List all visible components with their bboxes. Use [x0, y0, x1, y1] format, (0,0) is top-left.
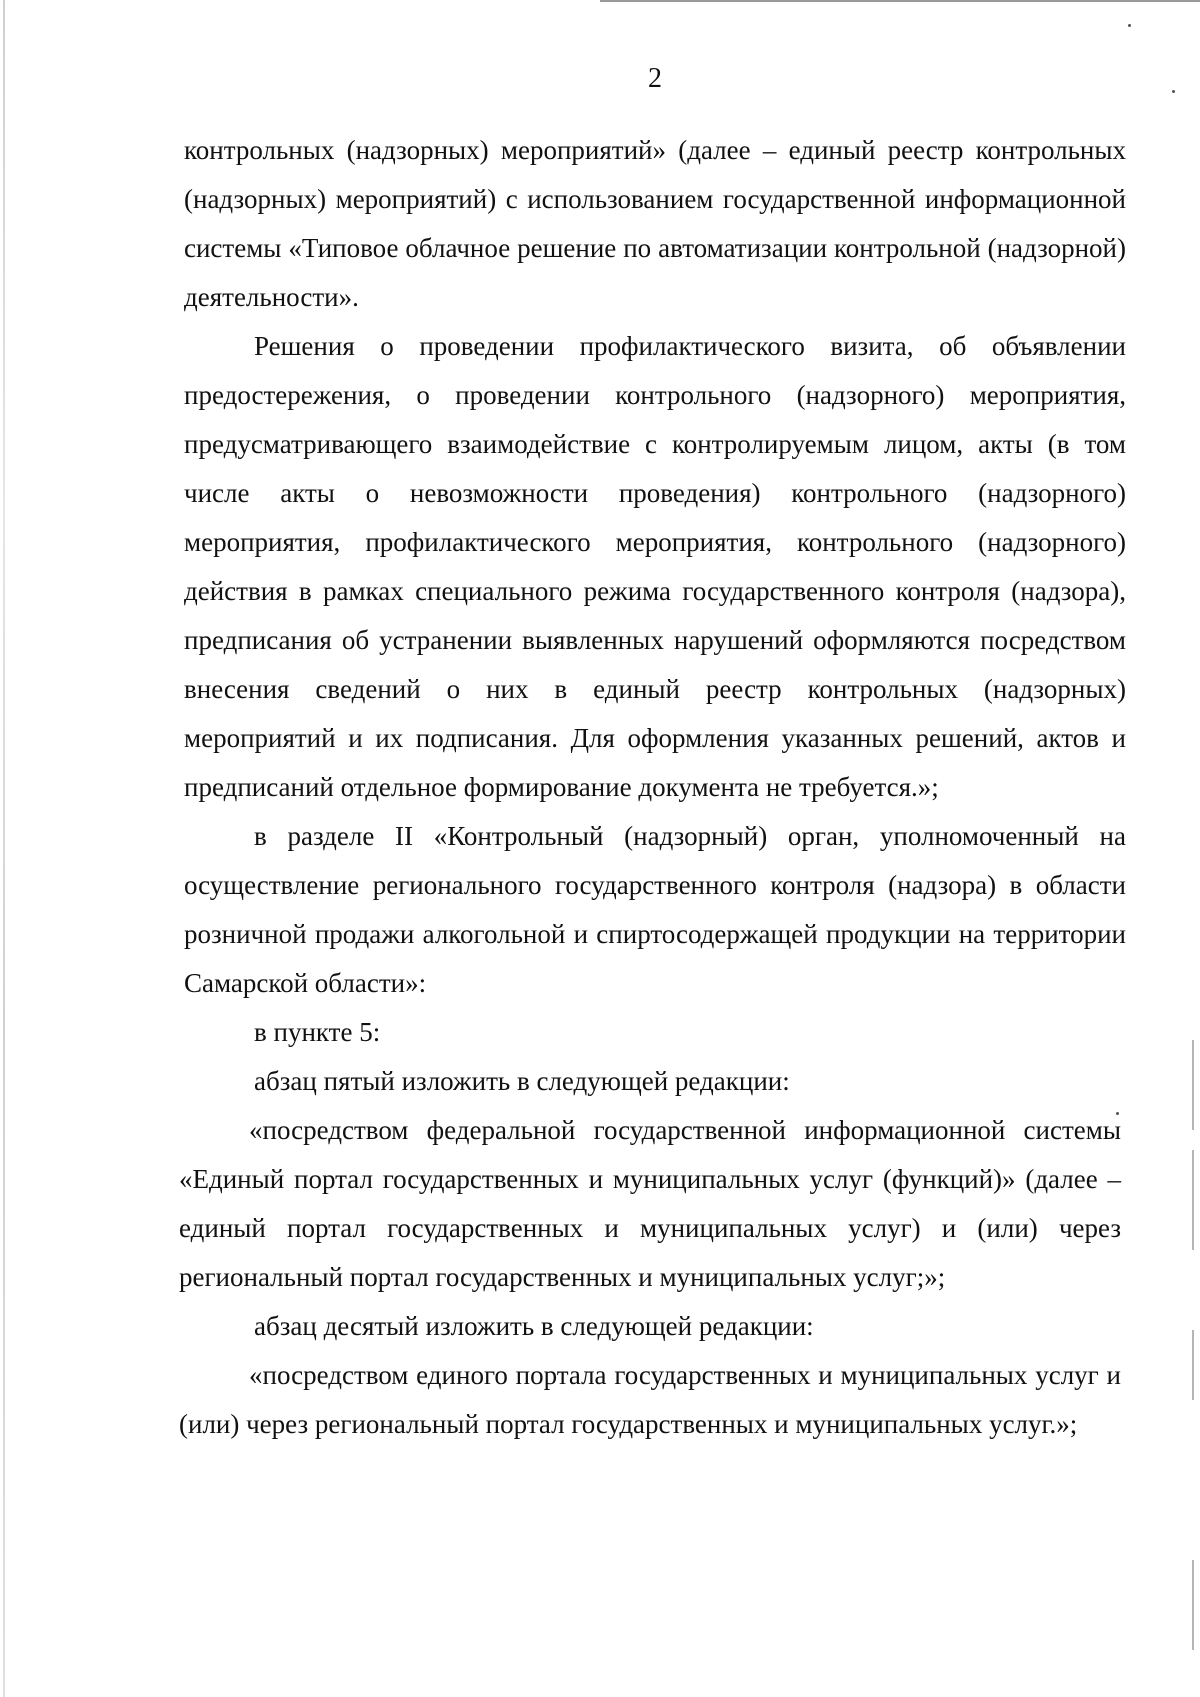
scan-right-mark	[1192, 1560, 1194, 1650]
scan-top-line	[600, 0, 1200, 2]
page-number: 2	[648, 63, 662, 94]
paragraph-tenth-clause: абзац десятый изложить в следующей редакции:	[254, 1311, 814, 1341]
paragraph-tenth-clause-text: «посредством единого портала государственных и муниципальных услуг и (или) через региональный портал государственных и муниципальных услуг.»;	[179, 1360, 1121, 1439]
scan-speck	[1128, 24, 1131, 27]
paragraph-section-ii: в разделе II «Контрольный (надзорный) орган, уполномоченный на осуществление регионального государственного контроля (надзора) в области розничной продажи алкогольной и спиртосодержащей продукции на территории Самарской области»:	[184, 821, 1126, 998]
scan-edge-left	[3, 0, 5, 1697]
scan-right-mark	[1192, 1330, 1194, 1400]
paragraph-decisions: Решения о проведении профилактического визита, об объявлении предостережения, о проведении контрольного (надзорного) мероприятия, предусматривающего взаимодействие с контролируемым лицом, акты (в том числе акты о невозможности проведения) контрольного (надзорного) мероприятия, профилактического мероприятия, контрольного (надзорного) действия в рамках специального режима государственного контроля (надзора), предписания об устранении выявленных нарушений оформляются посредством внесения сведений о них в единый реестр контрольных (надзорных) мероприятий и их подписания. Для оформления указанных решений, актов и предписаний отдельное формирование документа не требуется.»;	[184, 331, 1126, 802]
scan-right-mark	[1192, 1040, 1194, 1130]
paragraph-continuation: контрольных (надзорных) мероприятий» (далее – единый реестр контрольных (надзорных) мероприятий) с использованием государственной информационной системы «Типовое облачное решение по автоматизации контрольной (надзорной) деятельности».	[184, 135, 1126, 312]
paragraph-point-5: в пункте 5:	[254, 1017, 381, 1047]
paragraph-fifth-clause-text: «посредством федеральной государственной информационной системы «Единый портал государственных и муниципальных услуг (функций)» (далее – единый портал государственных и муниципальных услуг) и (или) через региональный портал государственных и муниципальных услуг;»;	[179, 1115, 1121, 1292]
document-body	[179, 126, 1126, 1449]
scan-right-mark	[1192, 1150, 1194, 1250]
paragraph-fifth-clause: абзац пятый изложить в следующей редакции:	[254, 1066, 790, 1096]
